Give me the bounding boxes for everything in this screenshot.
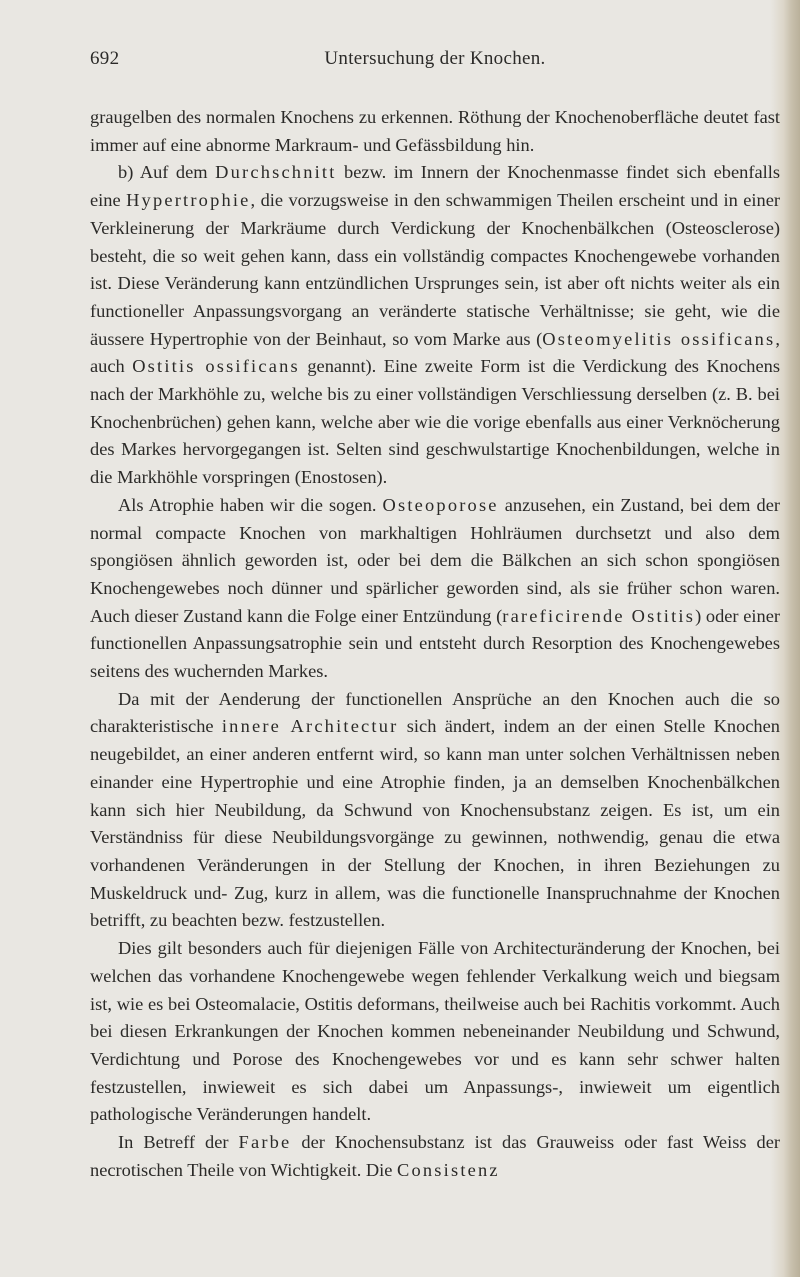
text-segment: In Betreff der: [118, 1132, 239, 1153]
body-text: [90, 104, 780, 1184]
text-segment: Als Atrophie haben wir die sogen.: [118, 494, 383, 515]
text-segment: , auch: [90, 328, 780, 377]
paragraph-6: [90, 1129, 780, 1184]
spaced-term-hypertrophie: Hypertrophie: [126, 190, 251, 211]
text-segment: der Knochensubstanz ist das Grauweiss oder fast Weiss der necrotischen Theile von Wichtigkeit. Die: [90, 1132, 780, 1180]
spaced-term-ostitis-ossificans: Ostitis ossificans: [132, 356, 300, 377]
running-head: Untersuchung der Knochen.: [324, 48, 546, 69]
page-header: [90, 48, 780, 78]
spaced-term-rareficirende-ostitis: rareficirende Ostitis: [502, 605, 696, 626]
text-segment: genannt). Eine zweite Form ist die Verdickung des Knochens nach der Markhöhle zu, welche bis zu einer vollständigen Verschliessung derselben (z. B. bei Knochenbrüchen) gehen kann, welche aber wie die vorige ebenfalls aus einer Verknöcherung des Markes hervorgegangen ist. Selten sind geschwulstartige Knochenbildungen, welche in die Markhöhle vorspringen (Enostosen).: [90, 356, 780, 488]
spaced-term-durchschnitt: Durchschnitt: [215, 162, 337, 183]
text-segment: b) Auf dem: [118, 162, 216, 183]
spaced-term-farbe: Farbe: [238, 1132, 292, 1153]
spaced-term-osteomyelitis: Osteomyelitis ossificans: [542, 328, 776, 349]
spaced-term-consistenz: Consistenz: [397, 1159, 500, 1180]
paragraph-1: [90, 104, 780, 159]
book-page: [90, 48, 780, 1184]
text-segment: anzusehen, ein Zustand, bei dem der normal compacte Knochen von markhaltigen Hohlräumen durchsetzt und also dem spongiösen ähnlich geworden ist, oder bei dem die Bälkchen an sich schon spongiösen Knochengewebes noch dünner und spärlicher geworden sind, als sie früher schon waren. Auch dieser Zustand kann die Folge einer Entzündung (: [90, 494, 781, 626]
text-segment: Dies gilt besonders auch für diejenigen Fälle von Architecturänderung der Knochen, bei welchen das vorhandene Knochengewebe wegen fehlender Verkalkung weich und biegsam ist, wie es bei Osteomalacie, Ostitis deformans, theilweise auch bei Rachitis vorkommt. Auch bei diesen Erkrankungen der Knochen kommen nebeneinander Neubildung und Schwund, Verdichtung und Porose des Knochengewebes vor und es kann sehr schwer halten festzustellen, inwieweit es sich dabei um Anpassungs-, inwieweit um eigentlich pathologische Veränderungen handelt.: [90, 938, 780, 1125]
text-segment: Da mit der Aenderung der functionellen Ansprüche an den Knochen auch die so charakteristische: [90, 688, 780, 737]
paragraph-4: [90, 686, 780, 935]
text-segment: , die vorzugsweise in den schwammigen Theilen erscheint und in einer Verkleinerung der Markräume durch Verdickung der Knochenbälkchen (Osteosclerose) besteht, die so weit gehen kann, dass ein vollständig compactes Knochengewebe vorhanden ist. Diese Veränderung kann entzündlichen Ursprunges sein, ist aber oft nichts weiter als ein functioneller Anpassungsvorgang an veränderte statische Verhältnisse; sie geht, wie die äussere Hypertrophie von der Beinhaut, so vom Marke aus (: [90, 190, 781, 349]
paragraph-3: [90, 492, 780, 686]
text-segment: bezw. im Innern der Knochenmasse findet sich ebenfalls eine: [90, 162, 780, 211]
spaced-term-osteoporose: Osteoporose: [382, 494, 499, 515]
spaced-term-innere-architectur: innere Architectur: [221, 716, 399, 737]
text-segment: graugelben des normalen Knochens zu erkennen. Röthung der Knochenoberfläche deutet fast immer auf eine abnorme Markraum- und Gefässbildung hin.: [90, 107, 780, 155]
page-number: 692: [90, 48, 120, 69]
text-segment: sich ändert, indem an der einen Stelle Knochen neugebildet, an einer anderen entfernt wird, so kann man unter solchen Verhältnissen neben einander eine Hypertrophie und eine Atrophie finden, ja an demselben Knochenbälkchen kann sich hier Neubildung, da Schwund von Knochensubstanz zeigen. Es ist, um ein Verständniss für diese Neubildungsvorgänge zu gewinnen, nothwendig, genau die etwa vorhandenen Veränderungen in der Stellung der Knochen, in ihren Beziehungen zu Muskeldruck und- Zug, kurz in allem, was die functionelle Inanspruchnahme der Knochen betrifft, zu beachten bezw. festzustellen.: [90, 716, 780, 931]
paragraph-5: [90, 935, 780, 1129]
paragraph-2: [90, 159, 780, 491]
text-segment: ) oder einer functionellen Anpassungsatrophie sein und entsteht durch Resorption des Knochengewebes seitens des wuchernden Markes.: [90, 605, 780, 682]
